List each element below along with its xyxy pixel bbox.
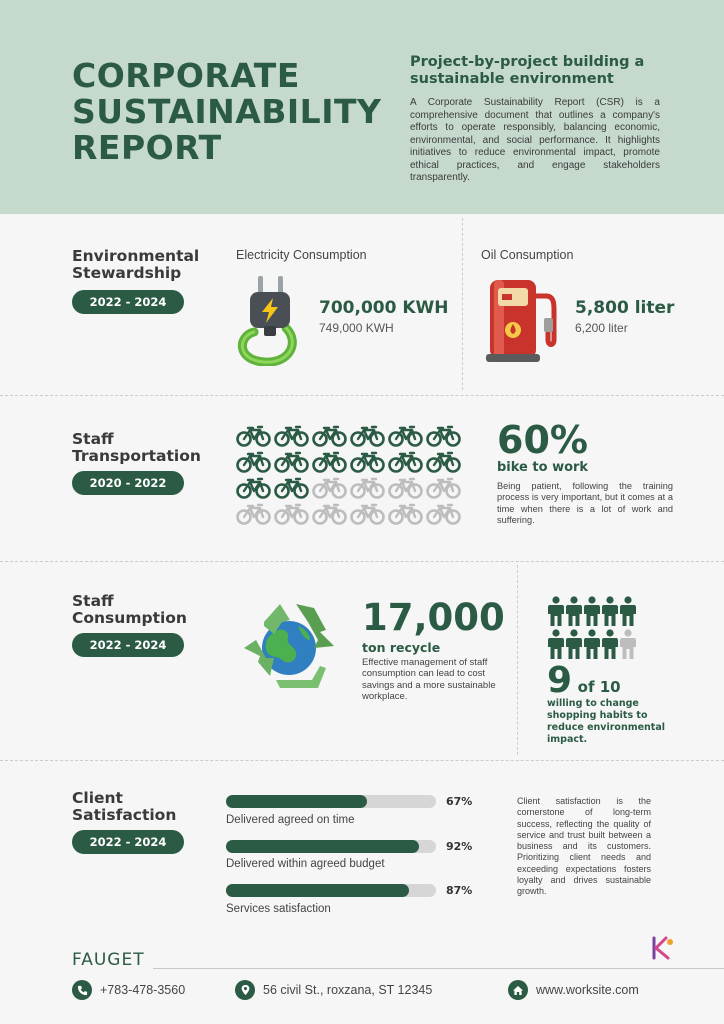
electricity-label: Electricity Consumption <box>236 248 367 262</box>
recycle-globe-icon <box>234 596 344 696</box>
contact-address[interactable] <box>235 979 432 1001</box>
home-icon <box>508 980 528 1000</box>
ratio-description: willing to change shopping habits to reduce environmental impact. <box>547 698 666 745</box>
person-icon <box>619 629 637 660</box>
electric-plug-icon <box>234 272 306 366</box>
bicycle-icon <box>350 424 388 450</box>
person-icon <box>601 629 619 660</box>
transportation-description: Being patient, following the training process is very important, but it comes at a time when there is a lot of work and suffering. <box>497 481 673 525</box>
bicycle-icon <box>426 424 464 450</box>
header-description: A Corporate Sustainability Report (CSR) is a comprehensive document that outlines a company's efforts to operate responsibly, balancing economic, environmental, and social performance. It highlights initiatives to reduce environmental impact, promote ethical practices, and engage stakeholders transparently. <box>410 97 660 183</box>
progress-percent: 92% <box>446 840 473 853</box>
bicycle-icon <box>274 502 312 528</box>
person-icon <box>565 629 583 660</box>
period-badge: 2022 - 2024 <box>72 290 184 314</box>
title-line: Satisfaction <box>72 806 177 824</box>
section-title-consumption <box>72 593 187 627</box>
period-badge: 2022 - 2024 <box>72 633 184 657</box>
title-line: Staff <box>72 592 114 610</box>
section-divider <box>0 561 724 562</box>
person-icon <box>619 596 637 627</box>
electricity-previous: 749,000 KWH <box>319 321 394 335</box>
subtitle-line-1: Project-by-project building a <box>410 54 645 70</box>
bicycle-icon <box>274 450 312 476</box>
progress-bar-services <box>226 884 436 897</box>
person-icon <box>547 596 565 627</box>
footer-divider <box>72 968 724 969</box>
person-icon <box>565 596 583 627</box>
phone-icon <box>72 980 92 1000</box>
title-line: Stewardship <box>72 264 182 282</box>
divider <box>462 218 463 390</box>
title-line: Transportation <box>72 447 201 465</box>
person-icon <box>583 596 601 627</box>
title-line: Client <box>72 789 123 807</box>
bicycle-icon <box>426 476 464 502</box>
title-line-3: REPORT <box>72 128 222 167</box>
contact-phone[interactable] <box>72 979 185 1001</box>
section-divider <box>0 760 724 761</box>
brand-name: FAUGET <box>72 950 153 970</box>
website-text: www.worksite.com <box>536 983 639 997</box>
ratio-of: of 10 <box>577 678 621 696</box>
progress-fill <box>226 840 419 853</box>
bicycle-icon <box>350 450 388 476</box>
electricity-current: 700,000 KWH <box>319 298 449 318</box>
bicycle-icon <box>388 502 426 528</box>
section-title-transportation <box>72 431 201 465</box>
progress-label: Services satisfaction <box>226 903 331 915</box>
recycle-label: ton recycle <box>362 640 441 655</box>
bicycle-icon <box>388 424 426 450</box>
logo-icon <box>648 934 676 962</box>
bicycle-icon <box>312 450 350 476</box>
recycle-value: 17,000 <box>362 596 505 639</box>
ratio-value <box>547 660 621 701</box>
oil-current: 5,800 liter <box>575 298 675 318</box>
bicycle-icon <box>350 476 388 502</box>
fuel-pump-icon <box>484 274 564 364</box>
address-text: 56 civil St., roxzana, ST 12345 <box>263 983 433 997</box>
progress-fill <box>226 795 367 808</box>
progress-percent: 87% <box>446 884 473 897</box>
contact-website[interactable] <box>508 979 639 1001</box>
section-title-environmental <box>72 248 199 282</box>
oil-previous: 6,200 liter <box>575 321 628 335</box>
progress-fill <box>226 884 409 897</box>
section-title-client <box>72 790 176 824</box>
bicycle-icon <box>274 424 312 450</box>
client-description: Client satisfaction is the cornerstone of long-term success, reflecting the quality of service and trust built between a business and its customers. Prioritizing client needs and exceeding expectations fosters loyalty and drives sustainable growth. <box>517 796 651 897</box>
bicycle-icon <box>388 476 426 502</box>
bicycle-icon <box>426 502 464 528</box>
bike-percent-label: bike to work <box>497 460 589 475</box>
person-icon <box>601 596 619 627</box>
period-badge: 2020 - 2022 <box>72 471 184 495</box>
bicycle-icon <box>236 424 274 450</box>
recycle-description: Effective management of staff consumption can lead to cost savings and a more sustainable workplace. <box>362 657 496 702</box>
title-line-1: CORPORATE <box>72 56 300 95</box>
bicycle-icon <box>274 476 312 502</box>
person-icon <box>583 629 601 660</box>
period-badge: 2022 - 2024 <box>72 830 184 854</box>
title-line: Environmental <box>72 247 200 265</box>
oil-label: Oil Consumption <box>481 248 574 262</box>
title-line-2: SUSTAINABILITY <box>72 92 382 131</box>
people-pictogram-grid <box>547 596 637 662</box>
bicycle-icon <box>350 502 388 528</box>
header-subtitle <box>410 54 660 88</box>
report-header <box>0 0 724 214</box>
progress-label: Delivered within agreed budget <box>226 858 385 870</box>
bicycle-icon <box>312 502 350 528</box>
page-title <box>72 58 381 166</box>
bicycle-icon <box>388 450 426 476</box>
location-icon <box>235 980 255 1000</box>
subtitle-line-2: sustainable environment <box>410 71 614 87</box>
bicycle-icon <box>236 502 274 528</box>
bicycle-icon <box>312 424 350 450</box>
divider <box>517 565 518 755</box>
ratio-number: 9 <box>547 660 573 701</box>
bicycle-icon <box>312 476 350 502</box>
bicycle-icon <box>236 476 274 502</box>
bike-percent: 60% <box>497 418 588 462</box>
title-line: Staff <box>72 430 114 448</box>
person-icon <box>547 629 565 660</box>
bicycle-icon <box>236 450 274 476</box>
progress-bar-on-time <box>226 795 436 808</box>
section-divider <box>0 395 724 396</box>
bike-pictogram-grid <box>236 424 464 528</box>
progress-bar-budget <box>226 840 436 853</box>
progress-percent: 67% <box>446 795 473 808</box>
title-line: Consumption <box>72 609 187 627</box>
phone-text: +783-478-3560 <box>100 983 186 997</box>
progress-label: Delivered agreed on time <box>226 814 355 826</box>
bicycle-icon <box>426 450 464 476</box>
